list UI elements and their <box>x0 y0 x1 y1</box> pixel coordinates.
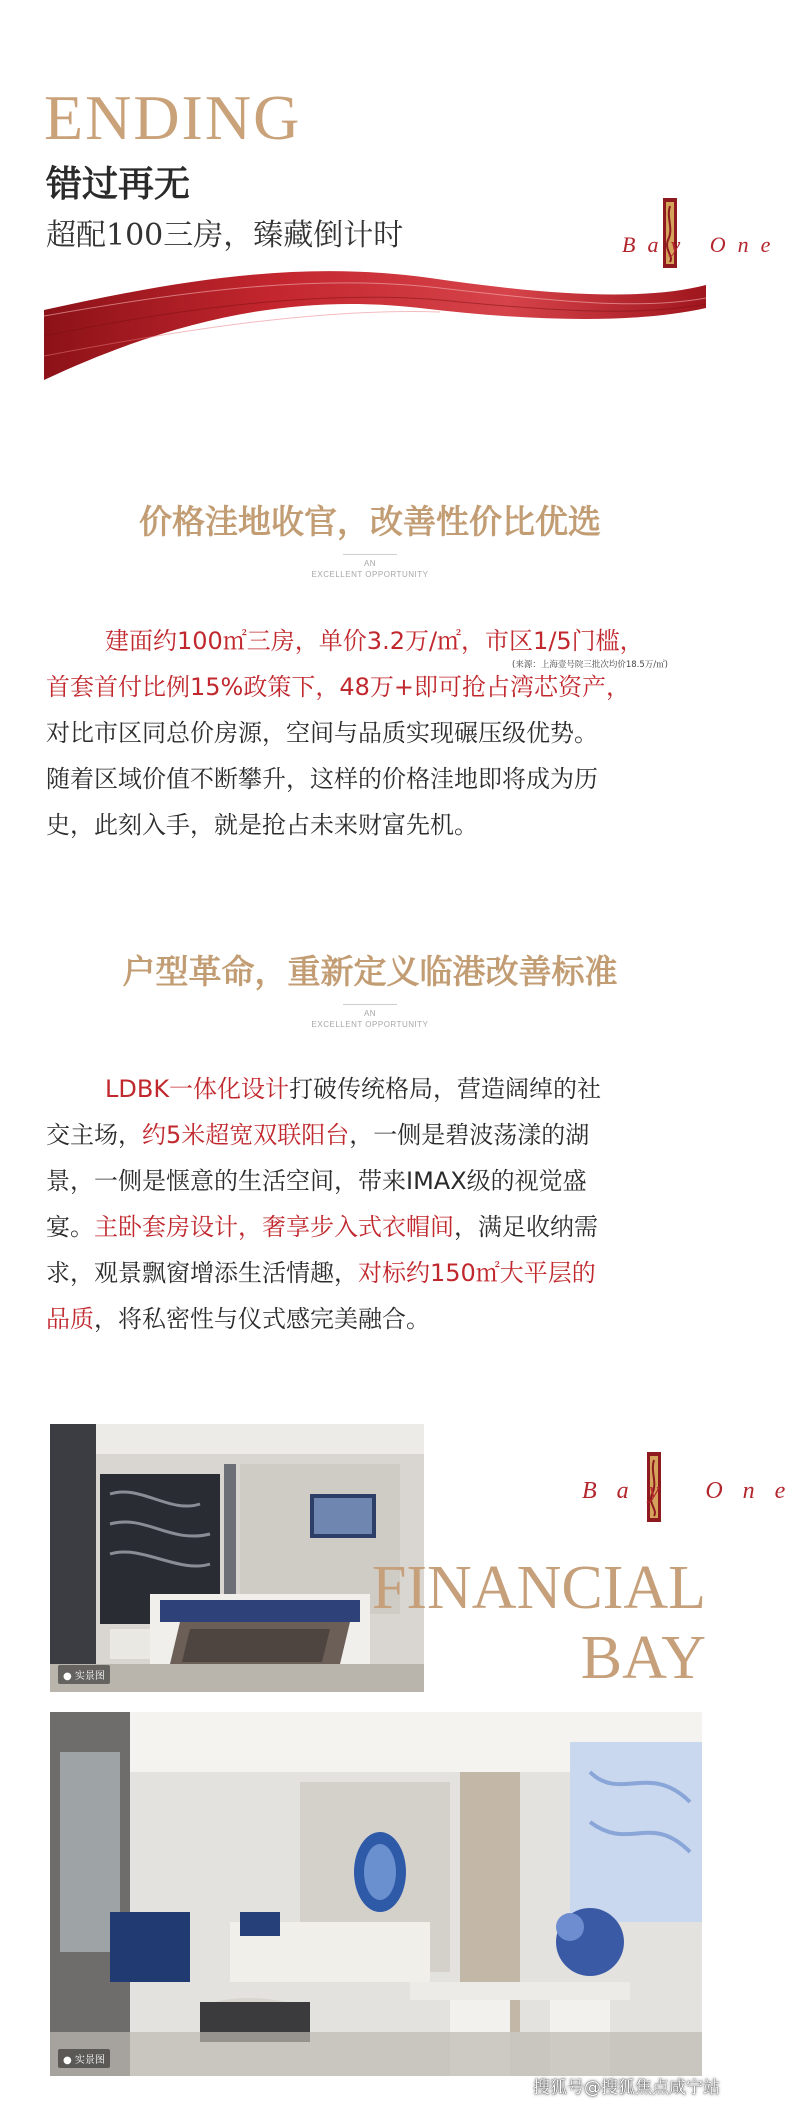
para-line: 首套首付比例15%政策下，48万+即可抢占湾芯资产， <box>46 673 630 701</box>
body-text: ，将私密性与仪式感完美融合。 <box>94 1305 430 1333</box>
highlight-text: 对标约150㎡大平层的 <box>358 1259 596 1287</box>
financial-bay-wordmark <box>366 1553 706 1693</box>
para-line: 建面约100㎡三房，单价3.2万/㎡，市区1/5门槛， <box>105 627 644 655</box>
para-line: 景，一侧是惬意的生活空间，带来IMAX级的视觉盛 <box>46 1167 587 1195</box>
divider <box>343 554 397 555</box>
para-line: 对比市区同总价房源，空间与品质实现碾压级优势。 <box>46 719 598 747</box>
para-line <box>46 1066 696 1112</box>
living-room-image <box>50 1712 702 2076</box>
section1-paragraph <box>46 618 696 848</box>
bay-one-logo <box>622 198 783 268</box>
body-text: 宴。 <box>46 1213 94 1241</box>
label-line2: EXCELLENT OPPORTUNITY <box>311 570 429 579</box>
header-title: 错过再无 <box>46 163 191 205</box>
section1-heading: 价格洼地收官，改善性价比优选 <box>139 502 601 541</box>
divider <box>343 1004 397 1005</box>
para-line: 随着区域价值不断攀升，这样的价格洼地即将成为历 <box>46 765 598 793</box>
body-text: 交主场， <box>46 1121 142 1149</box>
logo-text: Bay One <box>622 232 783 257</box>
label-line2: EXCELLENT OPPORTUNITY <box>311 1020 429 1029</box>
photo-caption: ● 实景图 <box>58 1665 110 1684</box>
highlight-text: LDBK一体化设计 <box>105 1075 290 1103</box>
highlight-text: 品质 <box>46 1305 94 1333</box>
para-line: 史，此刻入手，就是抢占未来财富先机。 <box>46 811 478 839</box>
financial-text: FINANCIAL <box>371 1554 706 1622</box>
highlight-text: 约5米超宽双联阳台 <box>142 1121 350 1149</box>
ending-wordmark: ENDING <box>44 82 302 153</box>
highlight-text: 主卧套房设计，奢享步入式衣帽间 <box>94 1213 454 1241</box>
section2-heading: 户型革命，重新定义临港改善标准 <box>122 952 618 991</box>
section2-paragraph <box>46 1066 696 1342</box>
section1-label <box>0 550 740 580</box>
bay-one-logo-2 <box>580 1452 805 1522</box>
para-line <box>46 1296 696 1342</box>
para-line <box>46 1250 696 1296</box>
living-room-photo <box>50 1712 702 2076</box>
label-line1: AN <box>363 559 377 568</box>
photo-caption: ● 实景图 <box>58 2049 110 2068</box>
bay-text: BAY <box>580 1624 706 1692</box>
body-text: 求，观景飘窗增添生活情趣， <box>46 1259 358 1287</box>
logo-text: Bay One <box>582 1478 805 1504</box>
section2-label <box>0 1000 740 1030</box>
body-text: 打破传统格局，营造阔绰的社 <box>289 1075 602 1103</box>
source-note: (来源：上海壹号院三批次均价18.5万/㎡) <box>512 660 668 670</box>
body-text: ，一侧是碧波荡漾的湖 <box>349 1121 590 1149</box>
para-line <box>46 1112 696 1158</box>
source-watermark: 搜狐号@搜狐焦点咸宁站 <box>533 2078 720 2098</box>
label-line1: AN <box>363 1009 377 1018</box>
para-line <box>46 1204 696 1250</box>
body-text: ，满足收纳需 <box>454 1213 598 1241</box>
header-subtitle: 超配100三房，臻藏倒计时 <box>46 218 404 253</box>
